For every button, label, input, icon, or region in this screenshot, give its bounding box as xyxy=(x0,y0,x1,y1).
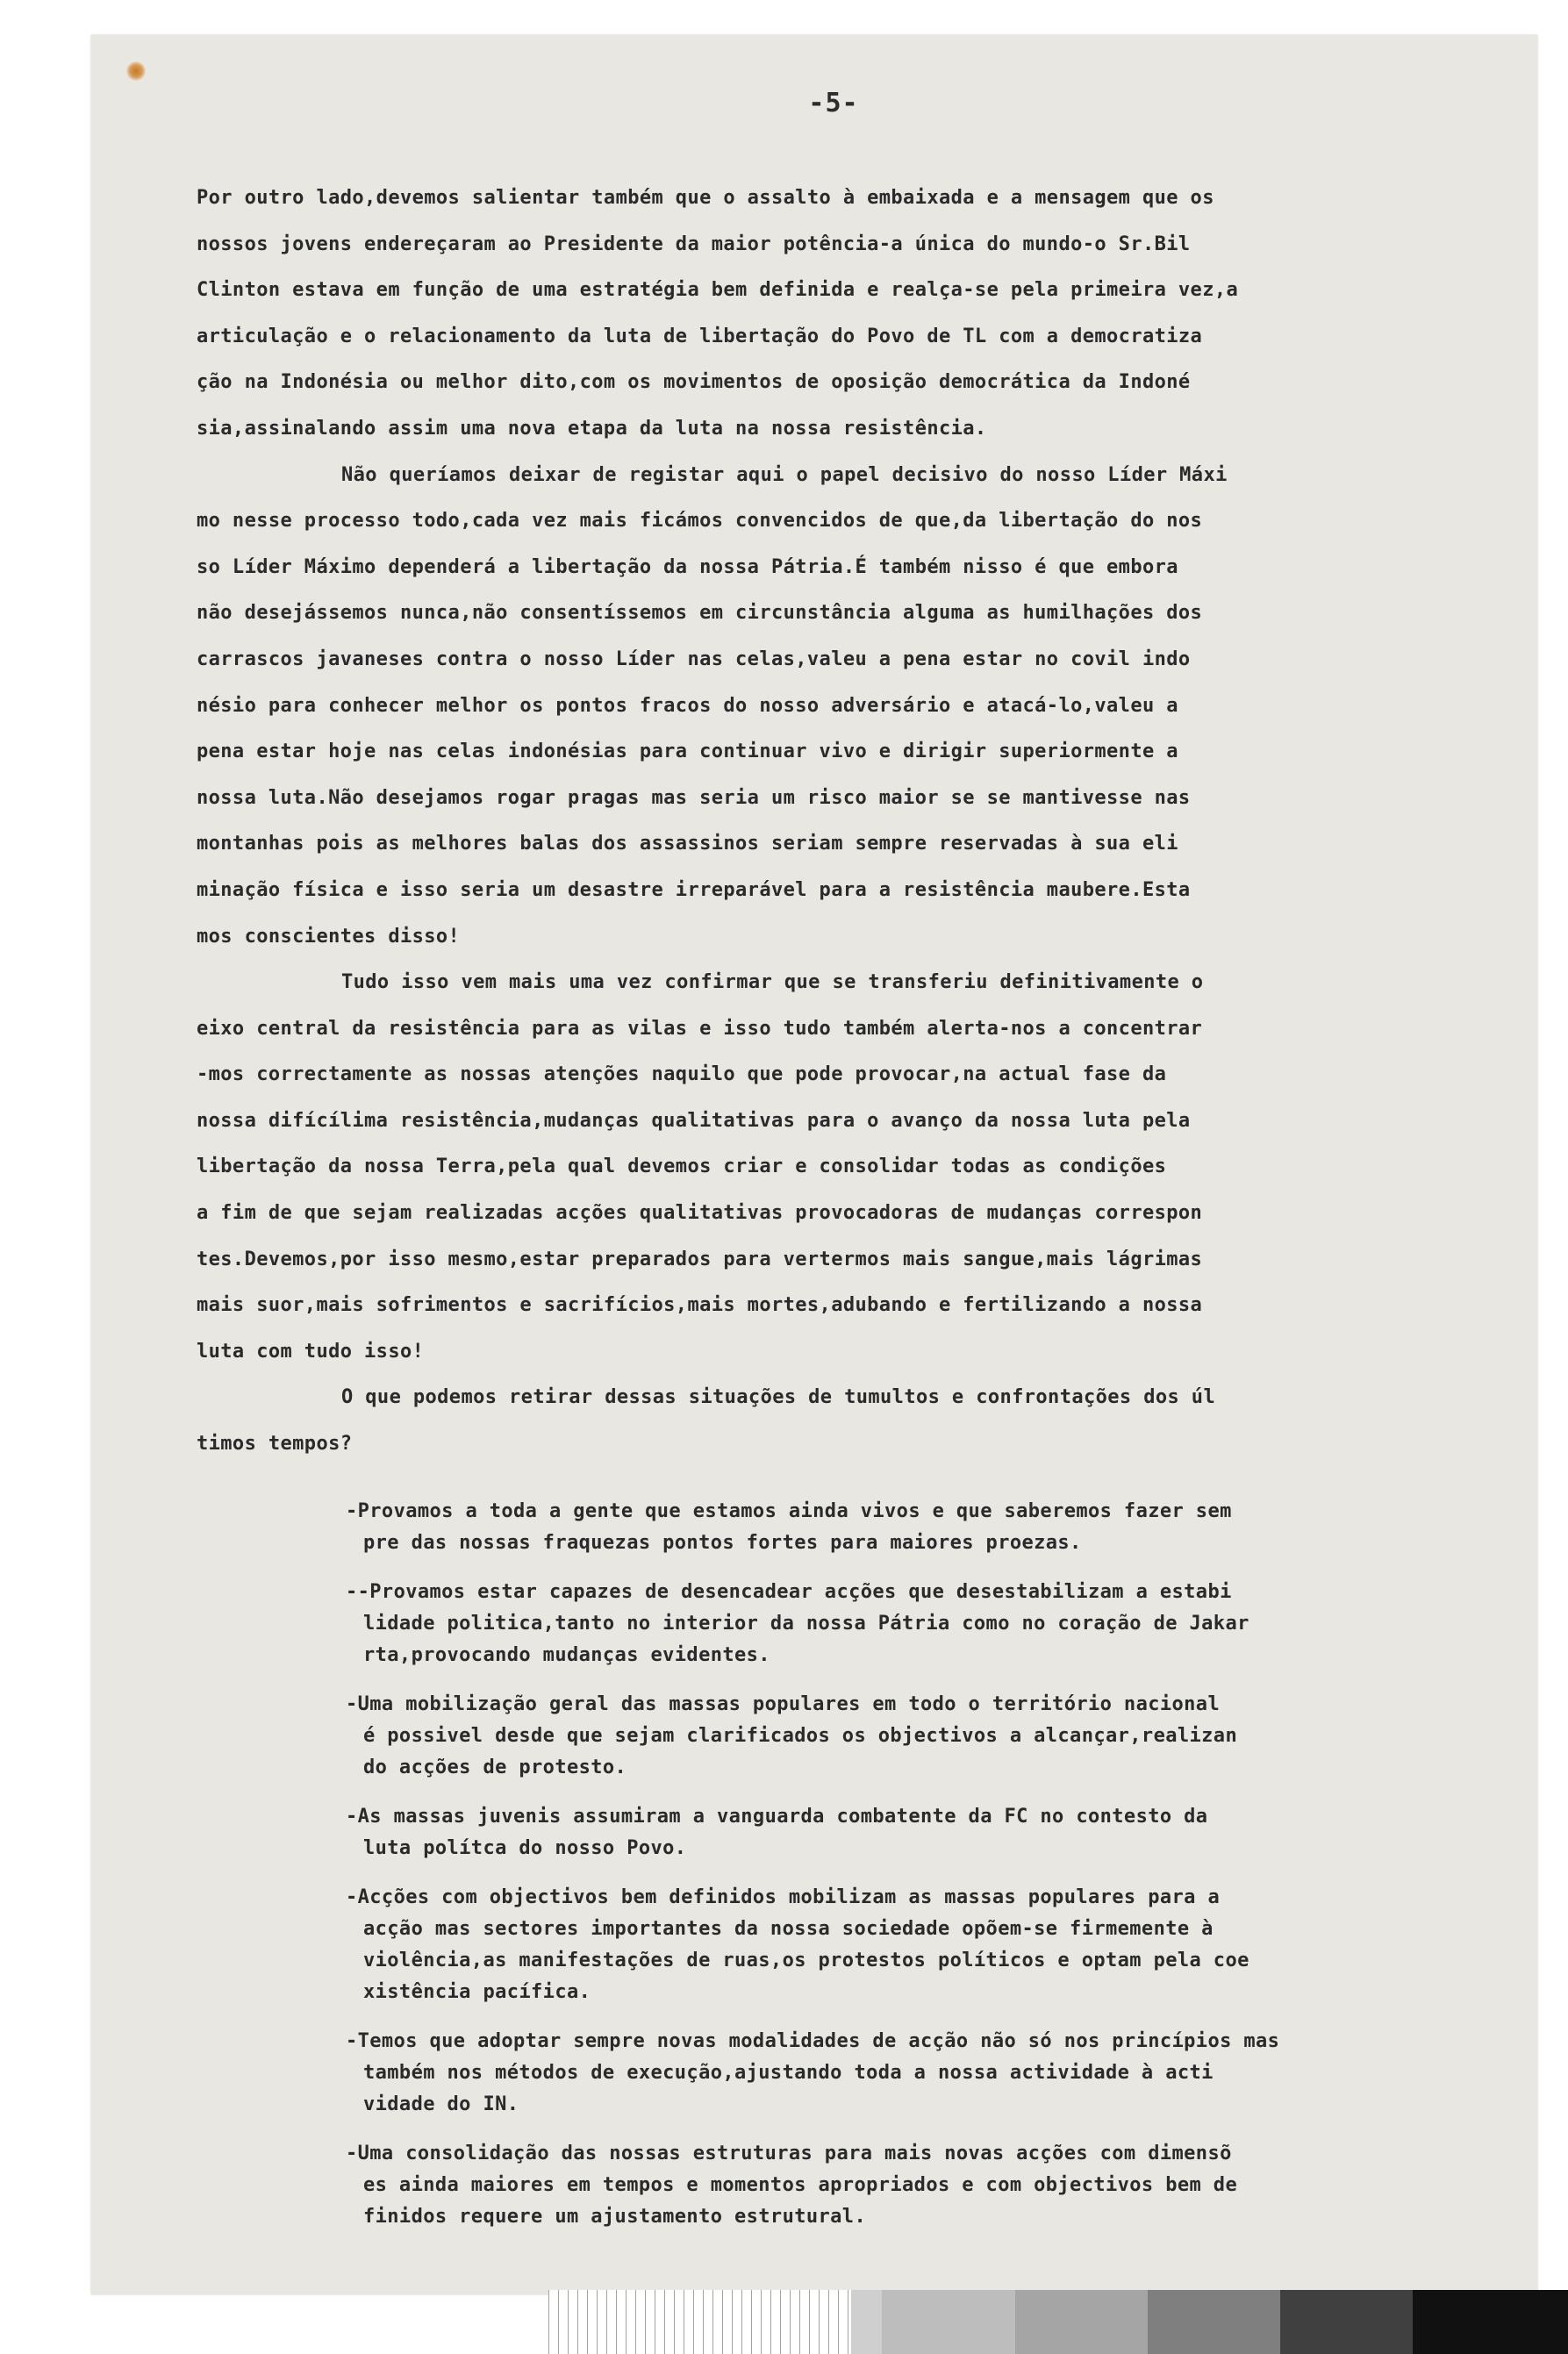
text-line: pena estar hoje nas celas indonésias para continuar vivo e dirigir superiormente a xyxy=(197,741,1178,763)
list-item-line: -Uma mobilização geral das massas populares em todo o território nacional xyxy=(346,1693,1221,1715)
list-item-line: xistência pacífica. xyxy=(363,1981,591,2003)
scale-bar xyxy=(548,2290,1568,2354)
list-item-line: vidade do IN. xyxy=(363,2093,519,2115)
conclusions-list xyxy=(346,1496,1478,2250)
text-line: luta com tudo isso! xyxy=(197,1340,425,1363)
ruler-ticks xyxy=(548,2290,851,2354)
text-line: carrascos javaneses contra o nosso Líder nas celas,valeu a pena estar no covil indo xyxy=(197,648,1191,670)
page-number: -5- xyxy=(808,88,859,118)
list-item-line: é possivel desde que sejam clarificados os objectivos a alcançar,realizan xyxy=(363,1725,1238,1747)
list-item-line: pre das nossas fraquezas pontos fortes para maiores proezas. xyxy=(363,1532,1082,1554)
text-line: nésio para conhecer melhor os pontos fracos do nosso adversário e atacá-lo,valeu a xyxy=(197,694,1178,717)
list-item-line: finidos requere um ajustamento estrutural. xyxy=(363,2206,867,2228)
list-item xyxy=(346,1577,1478,1671)
text-line: O que podemos retirar dessas situações de tumultos e confrontações dos úl xyxy=(341,1386,1216,1409)
text-line: a fim de que sejam realizadas acções qualitativas provocadoras de mudanças correspon xyxy=(197,1202,1203,1225)
text-line: mos conscientes disso! xyxy=(197,925,461,948)
grey-patch-3 xyxy=(1015,2290,1148,2354)
list-item xyxy=(346,1882,1478,2008)
text-line: Não queríamos deixar de registar aqui o papel decisivo do nosso Líder Máxi xyxy=(341,463,1228,486)
text-line: Clinton estava em função de uma estratégia bem definida e realça-se pela primeira vez,a xyxy=(197,279,1239,302)
list-item-line: rta,provocando mudanças evidentes. xyxy=(363,1644,770,1666)
list-item-line: -Uma consolidação das nossas estruturas para mais novas acções com dimensõ xyxy=(346,2143,1232,2164)
text-line: Tudo isso vem mais uma vez confirmar que se transferiu definitivamente o xyxy=(341,971,1204,994)
list-item-line: -Provamos a toda a gente que estamos ainda vivos e que saberemos fazer sem xyxy=(346,1500,1232,1522)
document-page xyxy=(91,35,1537,2294)
punch-hole-mark xyxy=(126,61,146,81)
grey-patch-1 xyxy=(851,2290,882,2354)
list-item-line: acção mas sectores importantes da nossa sociedade opõem-se firmemente à xyxy=(363,1918,1214,1940)
text-line: timos tempos? xyxy=(197,1433,353,1456)
text-line: ção na Indonésia ou melhor dito,com os movimentos de oposição democrática da Indoné xyxy=(197,371,1191,394)
grey-patch-6 xyxy=(1413,2290,1568,2354)
list-item-line: -As massas juvenis assumiram a vanguarda combatente da FC no contesto da xyxy=(346,1806,1208,1828)
body-text xyxy=(197,175,1460,1468)
text-line: mais suor,mais sofrimentos e sacrifícios,mais mortes,adubando e fertilizando a nossa xyxy=(197,1294,1203,1317)
list-item xyxy=(346,2026,1478,2121)
text-line: tes.Devemos,por isso mesmo,estar preparados para vertermos mais sangue,mais lágrimas xyxy=(197,1248,1203,1270)
list-item-line: violência,as manifestações de ruas,os protestos políticos e optam pela coe xyxy=(363,1950,1249,1971)
list-item xyxy=(346,1801,1478,1864)
text-line: montanhas pois as melhores balas dos assassinos seriam sempre reservadas à sua eli xyxy=(197,833,1178,855)
text-line: so Líder Máximo dependerá a libertação da nossa Pátria.É também nisso é que embora xyxy=(197,555,1178,578)
list-item xyxy=(346,1689,1478,1784)
list-item-line: do acções de protesto. xyxy=(363,1757,627,1778)
text-line: não desejássemos nunca,não consentíssemos em circunstância alguma as humilhações dos xyxy=(197,602,1203,625)
grey-patch-2 xyxy=(882,2290,1015,2354)
text-line: sia,assinalando assim uma nova etapa da luta na nossa resistência. xyxy=(197,417,987,440)
text-line: nossa luta.Não desejamos rogar pragas mas seria um risco maior se se mantivesse nas xyxy=(197,786,1191,809)
list-item xyxy=(346,1496,1478,1559)
text-line: Por outro lado,devemos salientar também que o assalto à embaixada e a mensagem que os xyxy=(197,187,1214,209)
text-line: mo nesse processo todo,cada vez mais ficámos convencidos de que,da libertação do nos xyxy=(197,510,1203,533)
list-item-line: também nos métodos de execução,ajustando toda a nossa actividade à acti xyxy=(363,2062,1214,2084)
text-line: minação física e isso seria um desastre irreparável para a resistência maubere.Esta xyxy=(197,878,1191,901)
grey-patch-4 xyxy=(1148,2290,1280,2354)
text-line: articulação e o relacionamento da luta de libertação do Povo de TL com a democratiza xyxy=(197,325,1203,347)
list-item xyxy=(346,2138,1478,2233)
grey-patch-5 xyxy=(1280,2290,1413,2354)
text-line: nossos jovens endereçaram ao Presidente da maior potência-a única do mundo-o Sr.Bil xyxy=(197,233,1191,255)
list-item-line: lidade politica,tanto no interior da nossa Pátria como no coração de Jakar xyxy=(363,1613,1249,1635)
text-line: eixo central da resistência para as vilas e isso tudo também alerta-nos a concentrar xyxy=(197,1017,1203,1040)
text-line: nossa difícílima resistência,mudanças qualitativas para o avanço da nossa luta pela xyxy=(197,1109,1191,1132)
list-item-line: es ainda maiores em tempos e momentos apropriados e com objectivos bem de xyxy=(363,2174,1238,2196)
text-line: libertação da nossa Terra,pela qual devemos criar e consolidar todas as condições xyxy=(197,1156,1167,1178)
list-item-line: -Acções com objectivos bem definidos mobilizam as massas populares para a xyxy=(346,1886,1221,1908)
list-item-line: --Provamos estar capazes de desencadear acções que desestabilizam a estabi xyxy=(346,1581,1232,1603)
list-item-line: -Temos que adoptar sempre novas modalidades de acção não só nos princípios mas xyxy=(346,2030,1280,2052)
text-line: -mos correctamente as nossas atenções naquilo que pode provocar,na actual fase da xyxy=(197,1063,1167,1086)
list-item-line: luta polítca do nosso Povo. xyxy=(363,1837,687,1859)
